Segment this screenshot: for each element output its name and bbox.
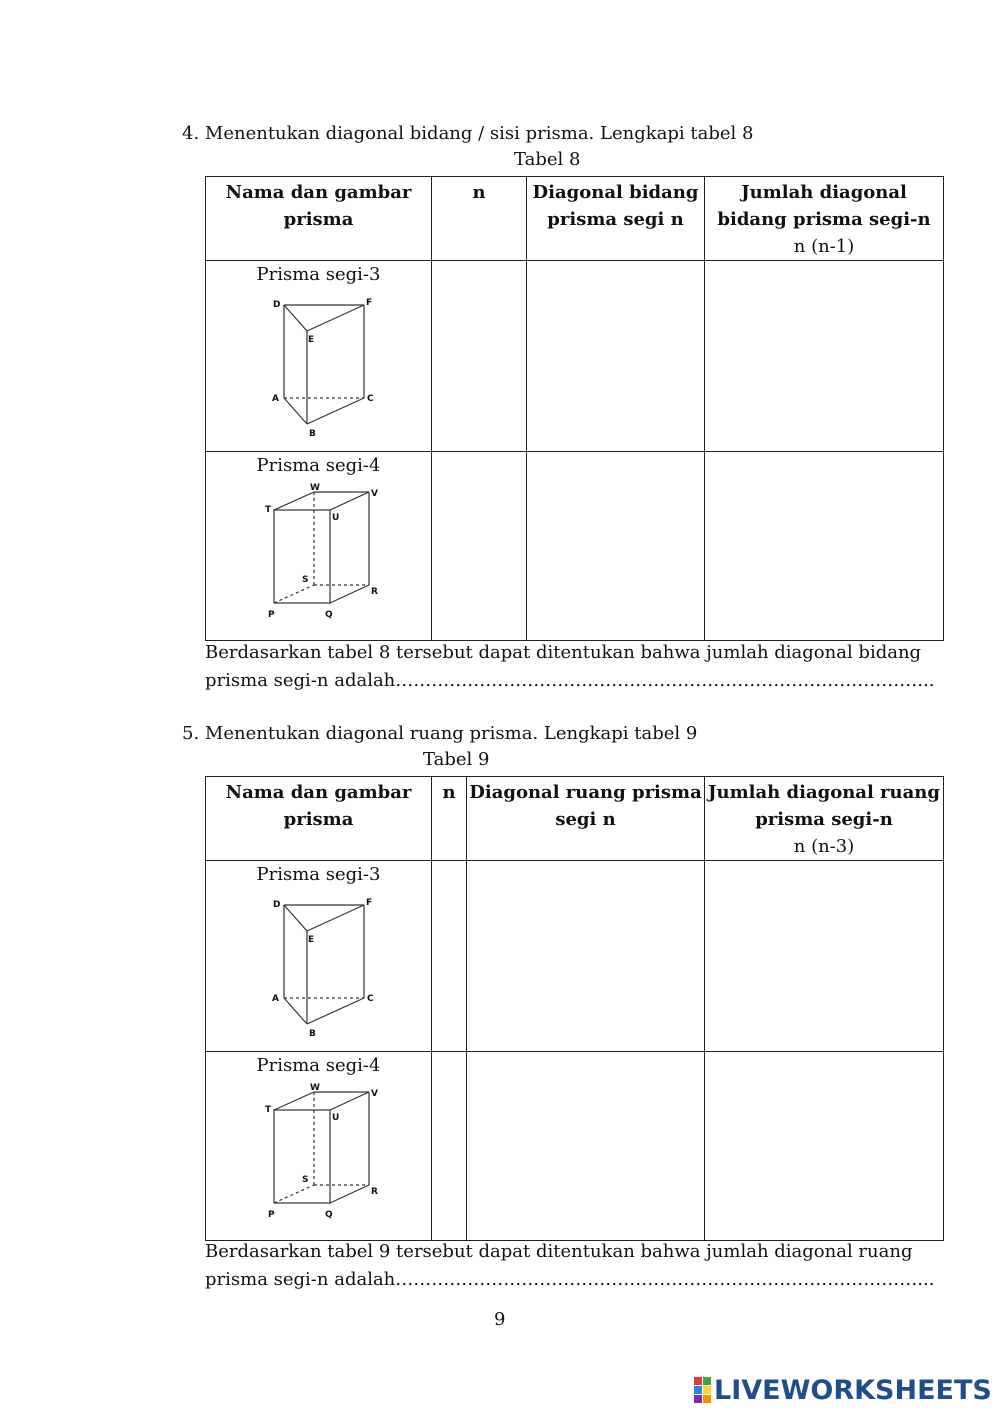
- square-prism-figure: [254, 482, 384, 622]
- section-5-conclusion-line-2[interactable]: prisma segi-n adalah……………………………………………………………………………...: [205, 1269, 935, 1290]
- label-a: A: [271, 394, 279, 404]
- label-p: P: [267, 610, 275, 620]
- table-9-row-1-n[interactable]: [432, 861, 467, 1052]
- table-9-row-2-name-cell: [206, 1052, 432, 1241]
- logo-square-6: [703, 1395, 711, 1403]
- logo-square-1: [694, 1377, 702, 1385]
- square-prism-figure: [254, 1082, 384, 1222]
- table-8-header-diagonal: Diagonal bidang prisma segi n: [527, 177, 705, 261]
- table-8-row-2-n[interactable]: [432, 452, 527, 641]
- logo-square-4: [703, 1386, 711, 1394]
- table-9-header-n: n: [432, 777, 467, 861]
- label-e: E: [307, 335, 314, 345]
- label-b: B: [308, 1029, 316, 1039]
- label-f: F: [365, 298, 372, 308]
- table-8-row-1-name: Prisma segi-3: [256, 264, 381, 285]
- label-v: V: [370, 1089, 378, 1099]
- table-9-row-1-diagonal[interactable]: [467, 861, 705, 1052]
- table-8-header-jumlah: [705, 177, 944, 261]
- table-9-row-1-name: Prisma segi-3: [256, 864, 381, 885]
- label-v: V: [370, 489, 378, 499]
- label-w: W: [309, 483, 320, 493]
- label-b: B: [308, 429, 316, 439]
- table-8: [205, 176, 944, 641]
- label-s: S: [301, 575, 308, 585]
- section-4-conclusion-line-1: Berdasarkan tabel 8 tersebut dapat ditentukan bahwa jumlah diagonal bidang: [205, 642, 922, 663]
- table-9-header-formula: n (n-3): [793, 836, 855, 857]
- table-9-header-row: [206, 777, 944, 861]
- label-d: D: [272, 900, 280, 910]
- logo-text: LIVEWORKSHEETS: [714, 1374, 992, 1406]
- table-8-header-row: [206, 177, 944, 261]
- table-9-row-1-name-cell: [206, 861, 432, 1052]
- table-8-row-2-name: Prisma segi-4: [256, 455, 381, 476]
- table-8-row-1-n[interactable]: [432, 261, 527, 452]
- label-e: E: [307, 935, 314, 945]
- section-4-conclusion-line-2[interactable]: prisma segi-n adalah……………………………………………………………………………...: [205, 670, 935, 691]
- label-c: C: [366, 994, 374, 1004]
- table-9-caption: Tabel 9: [423, 749, 490, 770]
- label-q: Q: [324, 1210, 333, 1220]
- logo-square-3: [694, 1386, 702, 1394]
- table-8-row-1-jumlah[interactable]: [705, 261, 944, 452]
- label-f: F: [365, 898, 372, 908]
- triangular-prism-figure: [259, 291, 379, 441]
- section-5-heading: 5. Menentukan diagonal ruang prisma. Lengkapi tabel 9: [182, 723, 698, 744]
- section-5-conclusion-line-1: Berdasarkan tabel 9 tersebut dapat ditentukan bahwa jumlah diagonal ruang: [205, 1241, 913, 1262]
- label-a: A: [271, 994, 279, 1004]
- label-u: U: [331, 1113, 339, 1123]
- label-c: C: [366, 394, 374, 404]
- table-row: [206, 452, 944, 641]
- liveworksheets-logo: [694, 1374, 992, 1406]
- table-8-caption: Tabel 8: [514, 149, 581, 170]
- label-q: Q: [324, 610, 333, 620]
- logo-icon: [694, 1377, 711, 1403]
- table-8-header-n: n: [432, 177, 527, 261]
- label-d: D: [272, 300, 280, 310]
- table-8-header-name: Nama dan gambar prisma: [206, 177, 432, 261]
- table-row: [206, 861, 944, 1052]
- table-8-row-1-diagonal[interactable]: [527, 261, 705, 452]
- table-9-row-1-jumlah[interactable]: [705, 861, 944, 1052]
- label-r: R: [370, 587, 378, 597]
- table-8-row-2-name-cell: [206, 452, 432, 641]
- table-9-row-2-n[interactable]: [432, 1052, 467, 1241]
- section-4-heading: 4. Menentukan diagonal bidang / sisi prisma. Lengkapi tabel 8: [182, 123, 754, 144]
- label-s: S: [301, 1175, 308, 1185]
- table-9-header-name: Nama dan gambar prisma: [206, 777, 432, 861]
- table-9-header-diagonal: Diagonal ruang prisma segi n: [467, 777, 705, 861]
- table-8-row-1-name-cell: [206, 261, 432, 452]
- table-9-header-jumlah-label: Jumlah diagonal ruang prisma segi-n: [708, 782, 940, 830]
- label-t: T: [264, 1105, 271, 1115]
- triangular-prism-figure: [259, 891, 379, 1041]
- table-row: [206, 1052, 944, 1241]
- table-9-row-2-jumlah[interactable]: [705, 1052, 944, 1241]
- page-number: 9: [494, 1309, 506, 1330]
- label-r: R: [370, 1187, 378, 1197]
- label-p: P: [267, 1210, 275, 1220]
- logo-square-2: [703, 1377, 711, 1385]
- table-8-header-jumlah-label: Jumlah diagonal bidang prisma segi-n: [717, 182, 931, 230]
- table-9: [205, 776, 944, 1241]
- logo-square-5: [694, 1395, 702, 1403]
- table-8-row-2-jumlah[interactable]: [705, 452, 944, 641]
- table-8-row-2-diagonal[interactable]: [527, 452, 705, 641]
- table-9-row-2-name: Prisma segi-4: [256, 1055, 381, 1076]
- table-9-header-jumlah: [705, 777, 944, 861]
- label-u: U: [331, 513, 339, 523]
- table-8-header-formula: n (n-1): [793, 236, 855, 257]
- label-w: W: [309, 1083, 320, 1093]
- table-row: [206, 261, 944, 452]
- table-9-row-2-diagonal[interactable]: [467, 1052, 705, 1241]
- label-t: T: [264, 505, 271, 515]
